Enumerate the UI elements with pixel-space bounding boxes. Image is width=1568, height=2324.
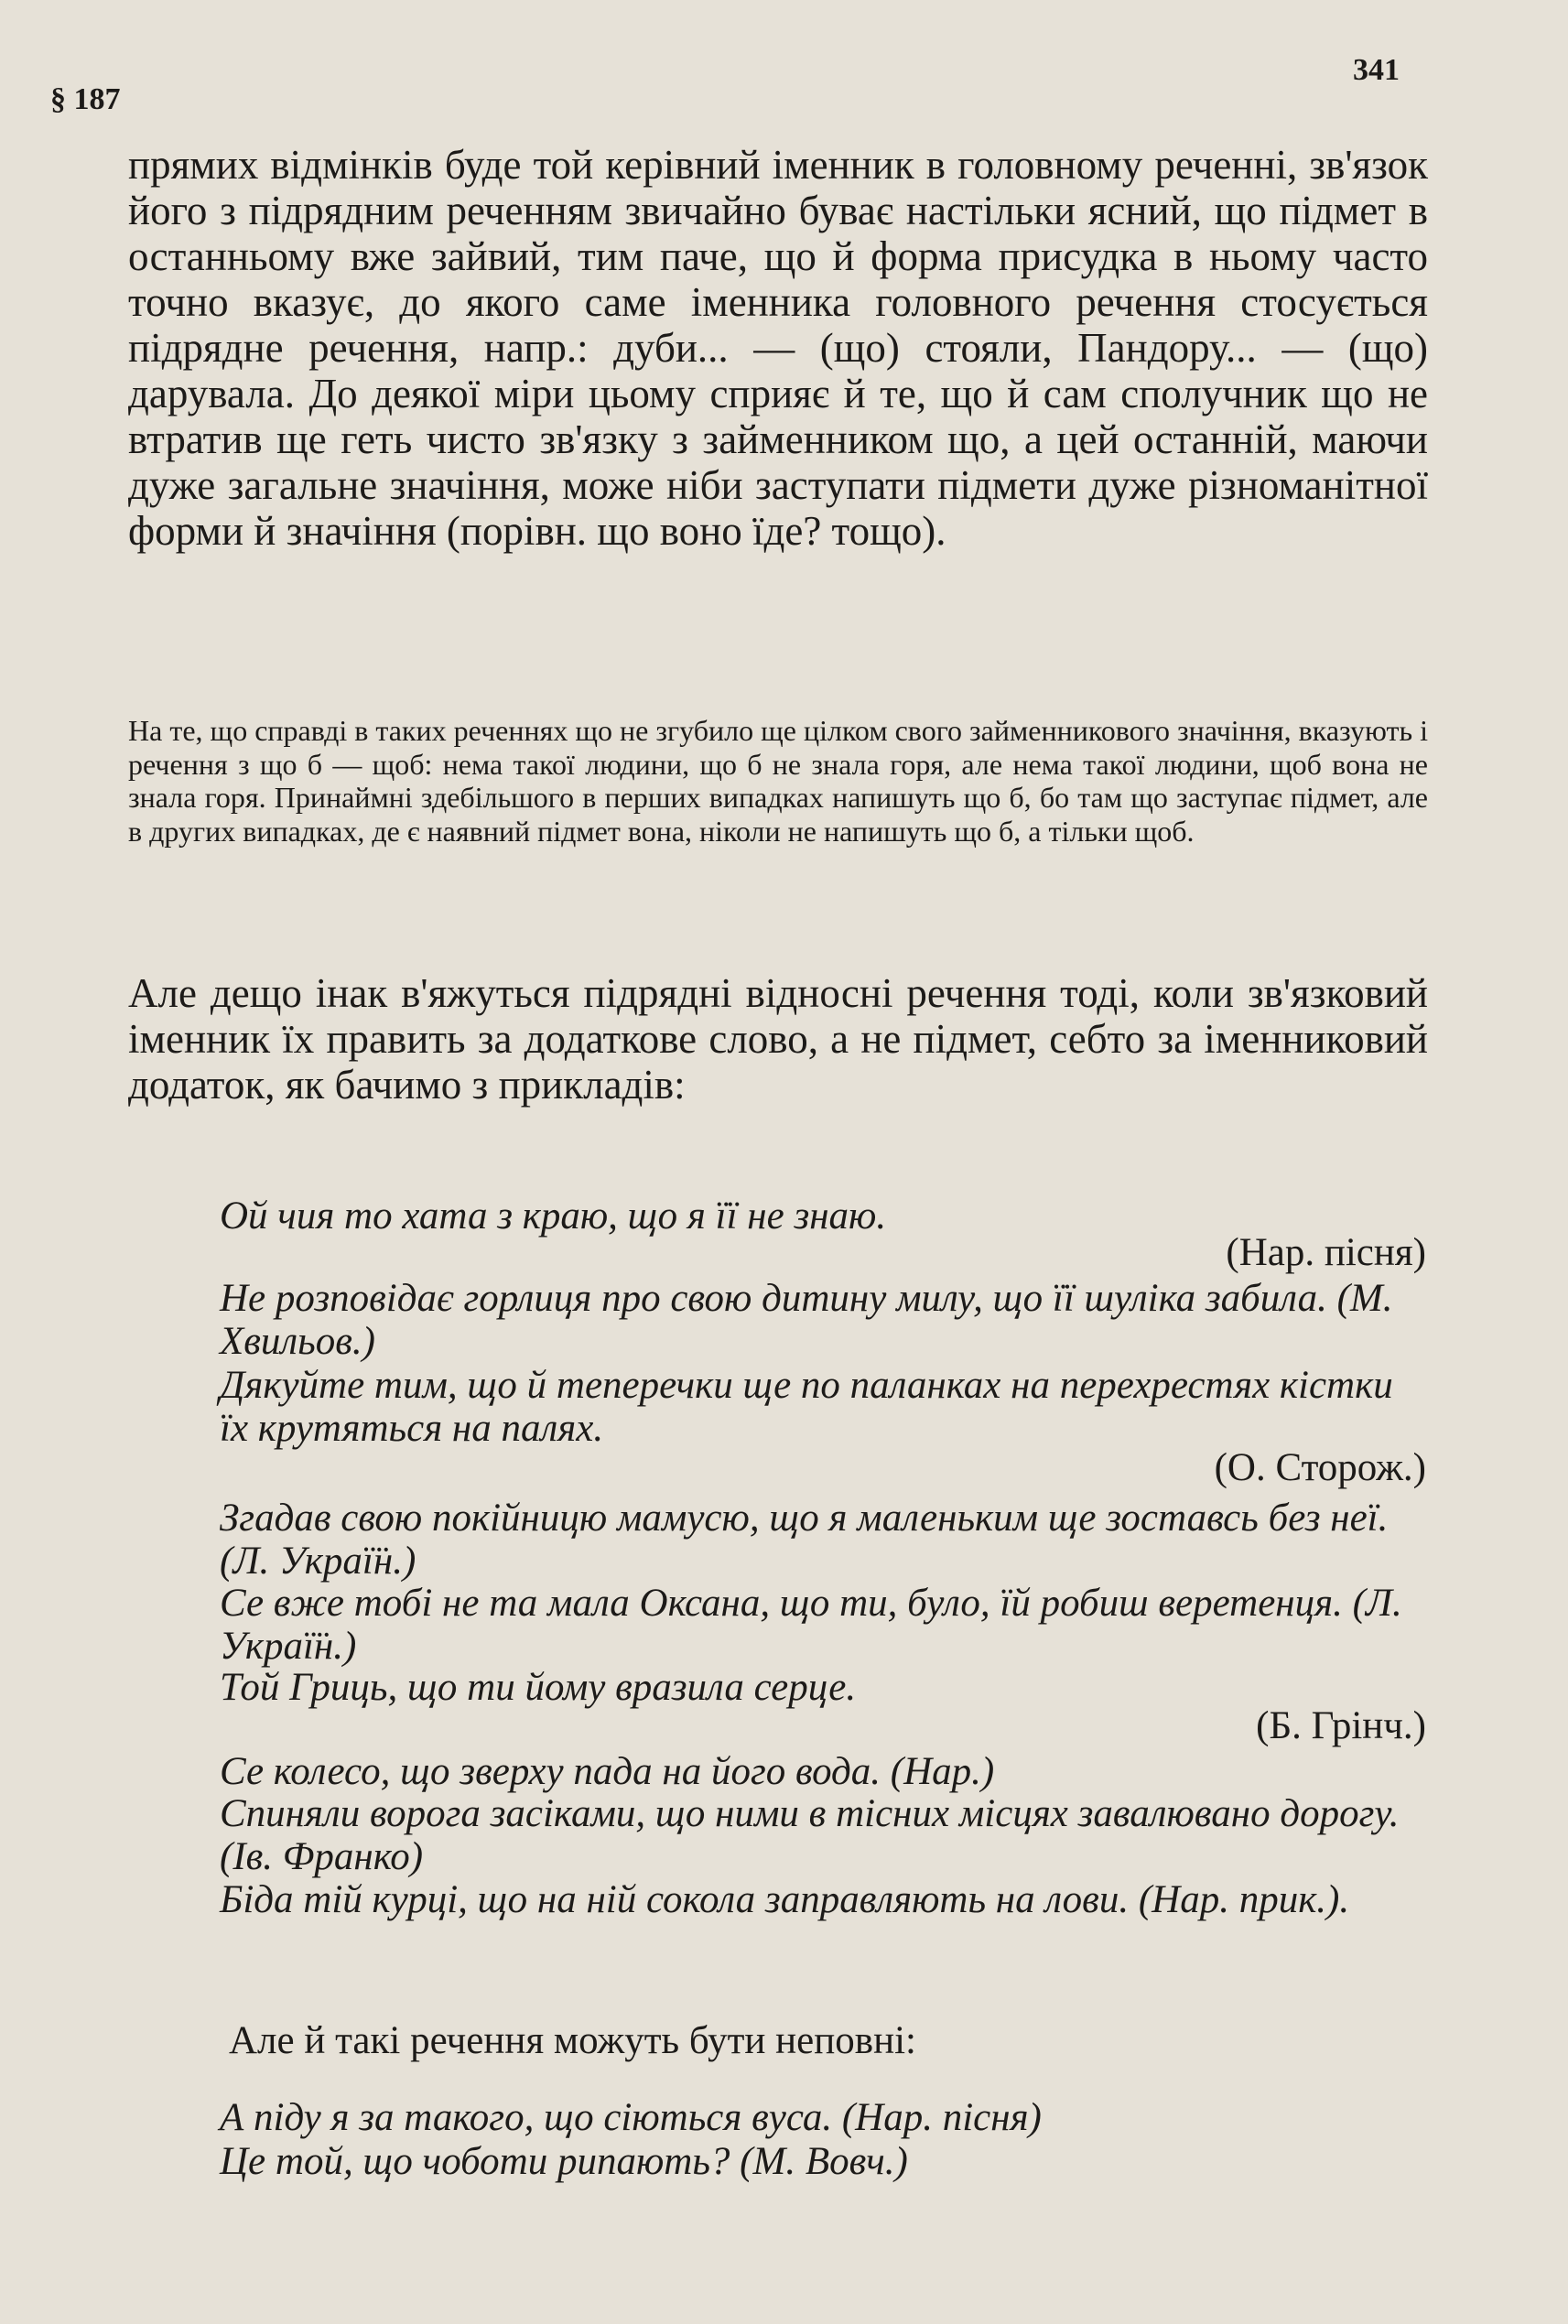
example-1-source: (Нар. пісня) [1226,1231,1426,1274]
example-4: Згадав свою покійницю мамусю, що я маленьким ще зоставсь без неї. (Л. Украї̈н.) [220,1497,1389,1583]
example-2: Не розповідає горлиця про свою дитину милу, що її шуліка забила. (М. Хвильов.) [220,1277,1393,1363]
example-6: Той Гриць, що ти йому вразила серце. [220,1666,857,1709]
final-example-1: А піду я за такого, що сіються вуса. (Нар. пісня) [220,2096,1042,2139]
example-1: Ой чия то хата з краю, що я її не знаю. [220,1194,887,1238]
footnote-paragraph: На те, що справді в таких реченнях що не згубило ще цілком свого займенникового значіння, вказують і речення з що б — щоб: нема такої людини, що б не знала горя, але нема такої людини, щоб вона не знала горя. Принаймні здебільшого в перших випадках напишуть що б, бо там що заступає підмет, але в других випадках, де є наявний підмет вона, ніколи не напишуть що б, а тільки щоб. [128,714,1428,848]
section-number: § 187 [50,82,121,116]
example-5: Се вже тобі не та мала Оксана, що ти, було, їй робиш веретенця. (Л. Украї̈н.) [220,1582,1402,1668]
example-3: Дякуйте тим, що й теперечки ще по паланках на перехрестях кістки їх крутяться на палях. [220,1364,1393,1450]
example-8: Спиняли ворога засіками, що ними в тісних місцях завалювано дорогу. (Ів. Франко) [220,1792,1400,1878]
example-7: Се колесо, що зверху пада на його вода. (Нар.) [220,1750,995,1793]
second-paragraph: Але дещо інак в'яжуться підрядні відносні речення тоді, коли зв'язковий іменник їх править за додаткове слово, а не підмет, себто за іменниковий додаток, як бачимо з прикладів: [128,970,1428,1108]
example-9: Біда тій курці, що на ній сокола заправляють на лови. (Нар. прик.). [220,1878,1350,1921]
main-paragraph: прямих відмінків буде той керівний іменник в головному реченні, зв'язок його з підрядним реченням звичайно буває настільки ясний, що підмет в останньому вже зайвий, тим паче, що й форма присудка в ньому часто точно вказує, до якого саме іменника головного речення стосується підрядне речення, напр.: дуби... — (що) стояли, Пандору... — (що) дарувала. До деякої міри цьому сприяє й те, що й сам сполучник що не втратив ще геть чисто зв'язку з займенником що, а цей останній, маючи дуже загальне значіння, може ніби заступати підмети дуже різноманітної форми й значіння (порівн. що воно їде? тощо). [128,142,1428,554]
lead-in-text: Але й такі речення можуть бути неповні: [229,2019,916,2062]
page-number: 341 [1353,53,1400,87]
example-3-source: (О. Сторож.) [1214,1446,1426,1489]
example-6-source: (Б. Грінч.) [1256,1704,1426,1747]
final-example-2: Це той, що чоботи рипають? (М. Вовч.) [220,2140,908,2183]
